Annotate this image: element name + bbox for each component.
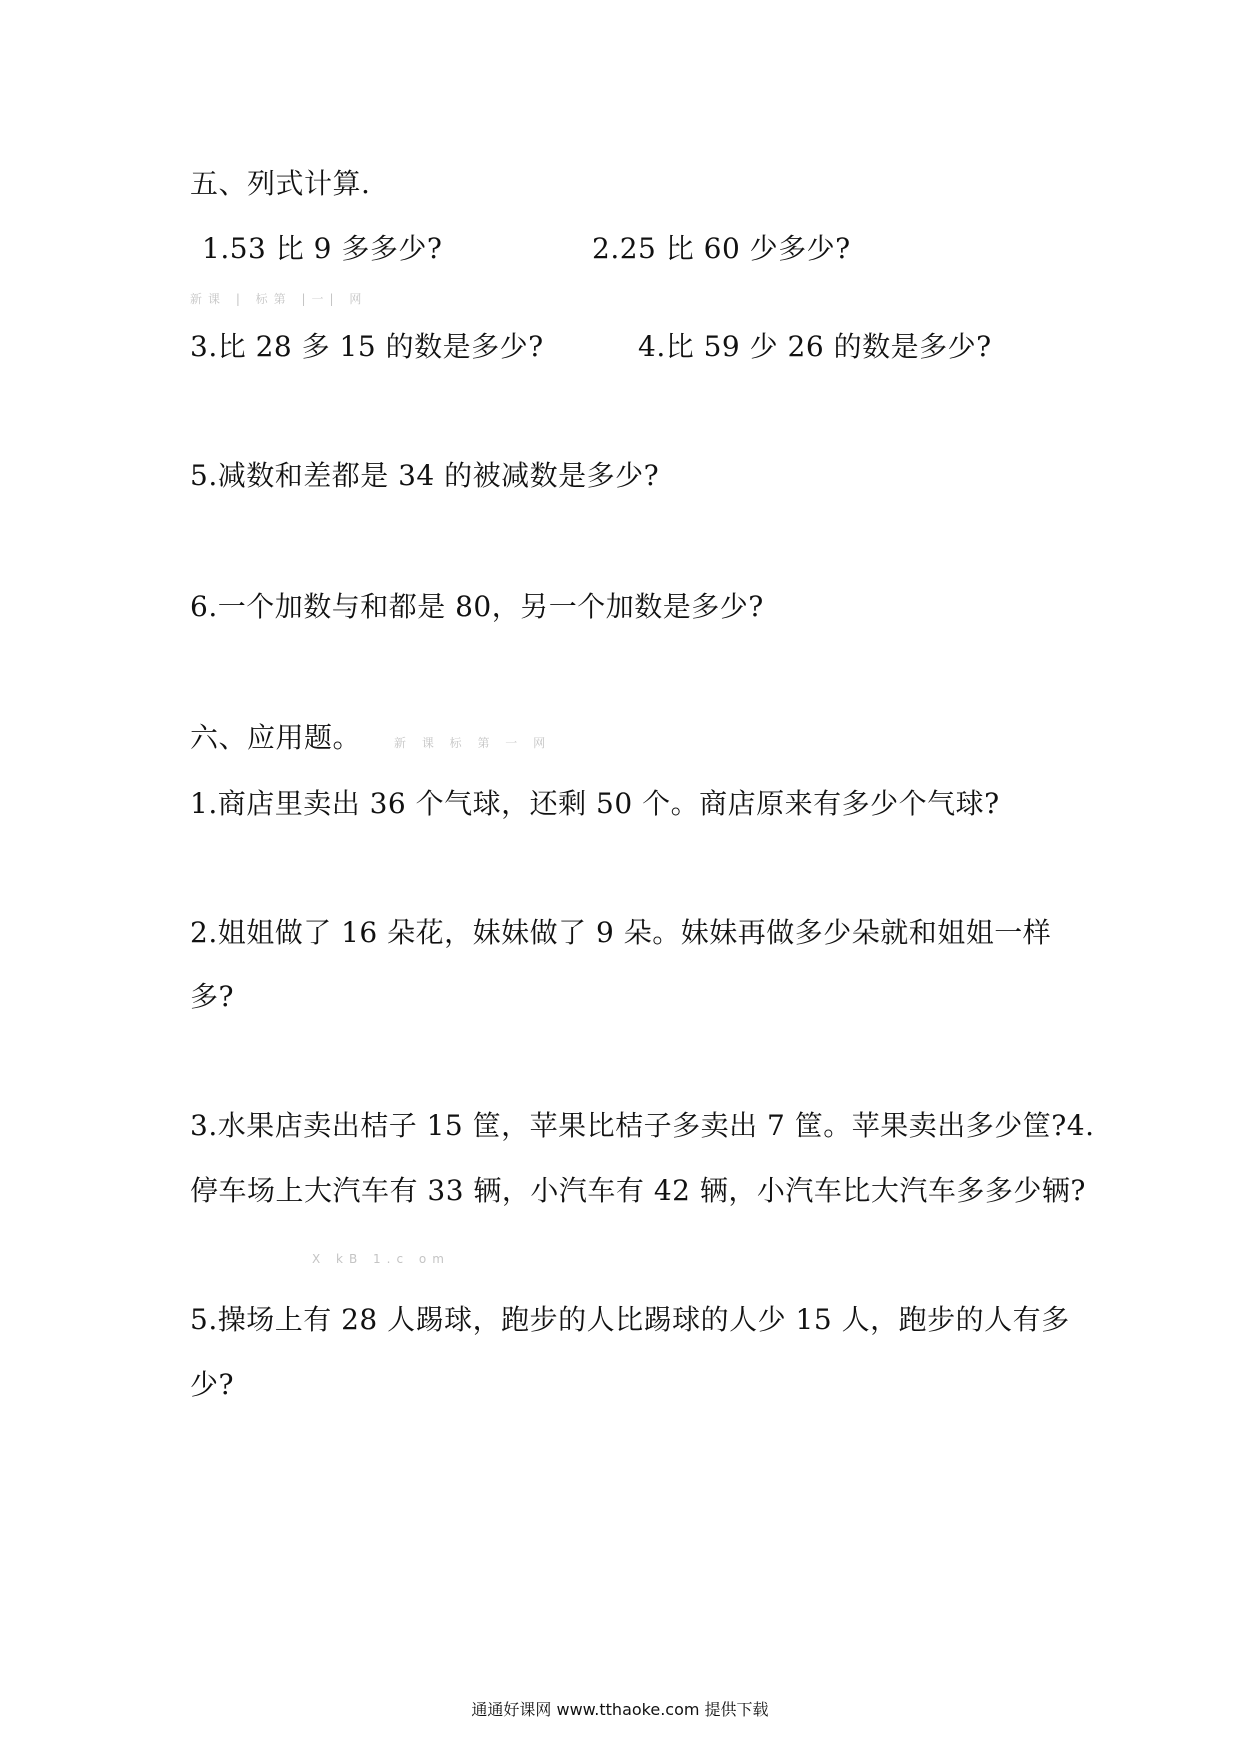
question-6-5-line-2: 少? [190, 1368, 235, 1401]
question-5-3: 3.比 28 多 15 的数是多少? [190, 330, 544, 363]
section-5-heading: 五、列式计算. [190, 167, 371, 200]
watermark: 新课 | 标第 |一| 网 [190, 292, 368, 306]
question-6-2-line-2: 多? [190, 980, 235, 1013]
question-6-2-line-1: 2.姐姐做了 16 朵花，妹妹做了 9 朵。妹妹再做多少朵就和姐姐一样 [190, 916, 1052, 949]
section-6-heading: 六、应用题。 [190, 721, 362, 754]
question-5-6: 6.一个加数与和都是 80，另一个加数是多少? [190, 590, 764, 623]
question-5-5: 5.减数和差都是 34 的被减数是多少? [190, 459, 660, 492]
question-6-5-line-1: 5.操场上有 28 人踢球，跑步的人比踢球的人少 15 人，跑步的人有多 [190, 1303, 1070, 1336]
question-5-2: 2.25 比 60 少多少? [592, 232, 851, 265]
watermark: 新 课 标 第 一 网 [394, 736, 552, 750]
question-5-1: 1.53 比 9 多多少? [202, 232, 443, 265]
question-5-4: 4.比 59 少 26 的数是多少? [638, 330, 992, 363]
question-6-3-line-1: 3.水果店卖出桔子 15 筐，苹果比桔子多卖出 7 筐。苹果卖出多少筐?4. [190, 1109, 1095, 1142]
footer-text: 通通好课网 www.tthaoke.com 提供下载 [471, 1700, 769, 1719]
watermark: X kB 1.c om [312, 1252, 450, 1266]
question-6-4-line-2: 停车场上大汽车有 33 辆，小汽车有 42 辆，小汽车比大汽车多多少辆? [190, 1174, 1086, 1207]
question-6-1: 1.商店里卖出 36 个气球，还剩 50 个。商店原来有多少个气球? [190, 787, 1000, 820]
